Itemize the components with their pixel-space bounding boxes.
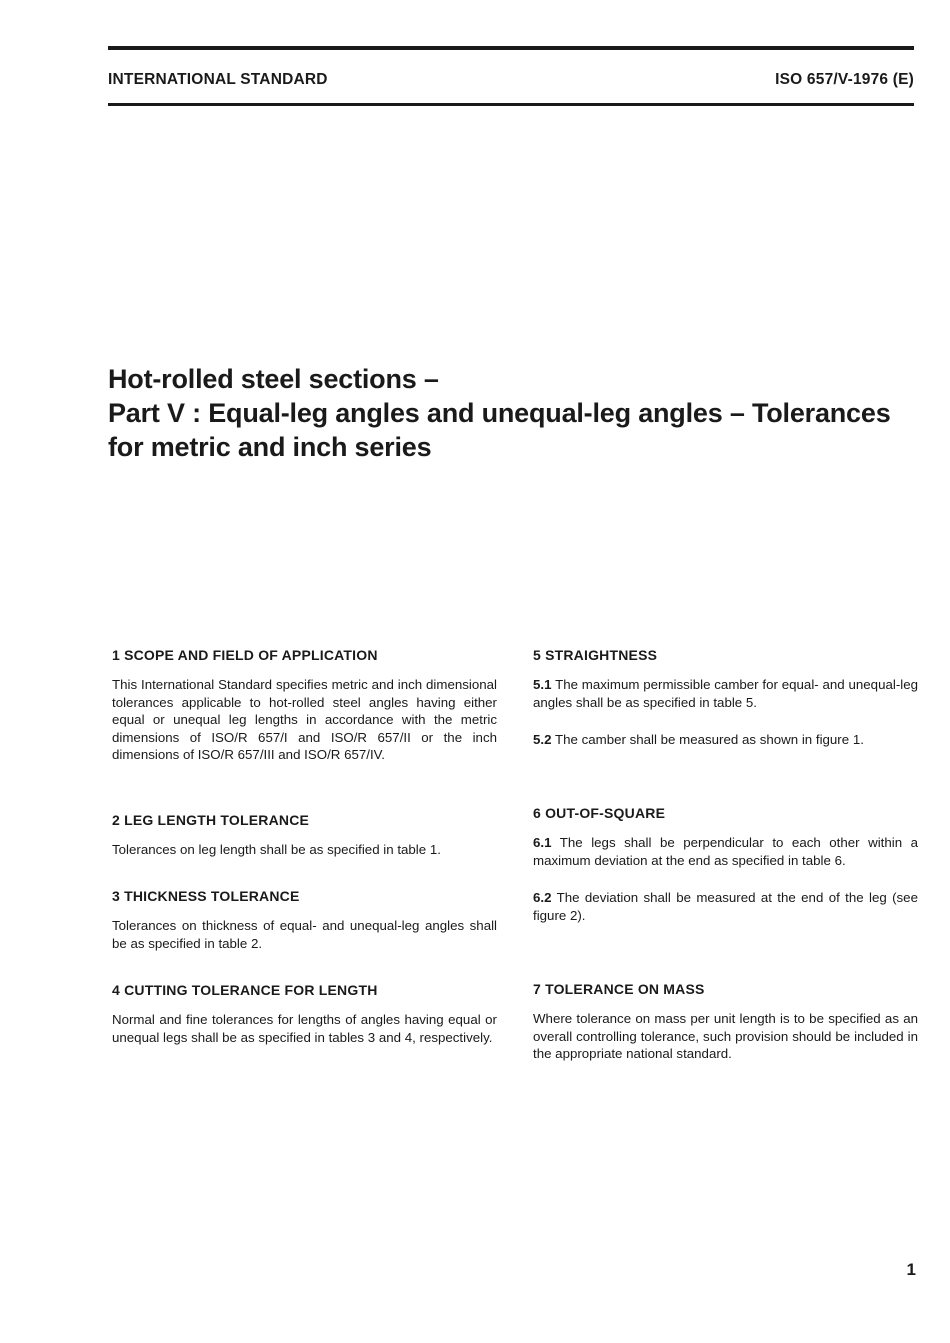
clause-6-2-number: 6.2 [533,890,552,906]
clause-6-2 [533,889,918,924]
section-scope [112,646,497,764]
clause-6-1-number: 6.1 [533,835,552,850]
clause-6-2-text: The deviation shall be measured at the end of the leg (see figure 2). [533,890,918,923]
standard-number-label: ISO 657/V-1976 (E) [775,71,914,88]
section-2-text: Tolerances on leg length shall be as specified in table 1. [112,842,441,857]
clause-5-1-number: 5.1 [533,677,552,692]
title-line-2: Part V : Equal-leg angles and unequal-leg angles – Tolerances [108,398,891,428]
clause-5-2-text: The camber shall be measured as shown in figure 1. [554,732,864,748]
document-type-label: INTERNATIONAL STANDARD [108,71,328,88]
section-6-heading: 6 OUT-OF-SQUARE [533,805,666,821]
header-bottom-rule [108,103,914,106]
section-5-heading: 5 STRAIGHTNESS [533,647,658,663]
section-leg-length [112,811,497,859]
clause-6-1-text: The legs shall be perpendicular to each other within a maximum deviation at the end as specified in table 6. [533,835,918,868]
clause-5-2-number: 5.2 [533,732,552,748]
section-straightness [533,646,918,749]
section-cutting [112,981,497,1046]
page-number: 1 [906,1260,916,1279]
title-line-1: Hot-rolled steel sections – [108,364,439,394]
section-3-heading: 3 THICKNESS TOLERANCE [112,888,300,904]
document-title [108,362,928,464]
section-7-heading: 7 TOLERANCE ON MASS [533,981,705,997]
section-1-text: This International Standard specifies metric and inch dimensional tolerances applicable to hot-rolled steel angles having either equal or unequal leg lengths in accordance with the metric dimensions of ISO/R 657/I and ISO/R 657/II or the inch dimensions of ISO/R 657/III and ISO/R 657/IV. [112,677,497,763]
title-line-3: for metric and inch series [108,432,432,462]
section-7-text: Where tolerance on mass per unit length is to be specified as an overall controlling tolerance, such provision should be included in the appropriate national standard. [533,1011,918,1062]
clause-5-2 [533,731,918,749]
section-1-heading: 1 SCOPE AND FIELD OF APPLICATION [112,647,378,663]
clause-6-1 [533,834,918,869]
section-4-heading: 4 CUTTING TOLERANCE FOR LENGTH [112,982,378,998]
clause-5-1 [533,676,918,711]
section-3-text: Tolerances on thickness of equal- and unequal-leg angles shall be as specified in table 2. [112,918,497,951]
header-top-rule [108,46,914,50]
section-4-text: Normal and fine tolerances for lengths of angles having equal or unequal legs shall be as specified in tables 3 and 4, respectively. [112,1012,497,1045]
section-mass [533,980,918,1063]
section-thickness [112,887,497,952]
clause-5-1-text: The maximum permissible camber for equal- and unequal-leg angles shall be as specified in table 5. [533,677,918,710]
section-2-heading: 2 LEG LENGTH TOLERANCE [112,812,310,828]
section-out-of-square [533,804,918,924]
